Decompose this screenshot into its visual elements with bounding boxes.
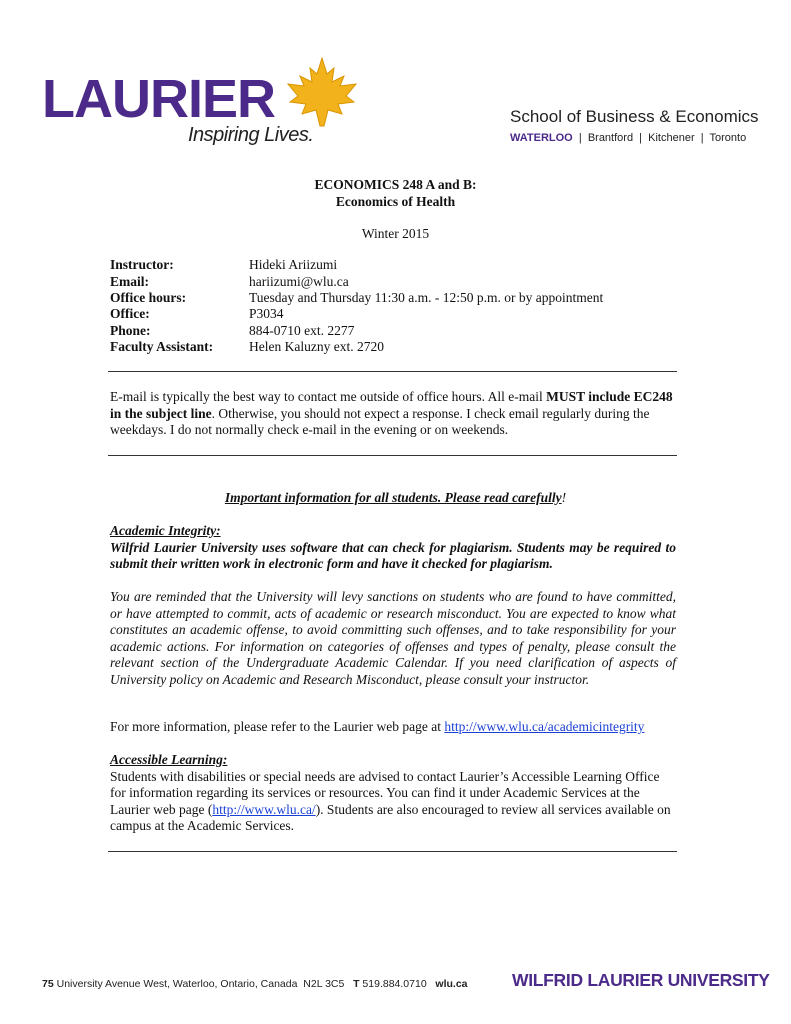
divider [108, 371, 677, 372]
divider [108, 851, 677, 852]
integrity-more-info [110, 719, 676, 736]
footer-phone: 519.884.0710 [359, 978, 436, 990]
accessible-text-2: ). Students are also encouraged to review all services available on campus at the Academic Services. [110, 801, 671, 833]
tagline: Inspiring Lives. [188, 124, 314, 146]
footer-university-name: WILFRID LAURIER UNIVERSITY [512, 970, 770, 990]
important-notice [0, 490, 791, 506]
accessible-heading: Accessible Learning: [110, 752, 228, 767]
email-note-text-2: . Otherwise, you should not expect a response. I check email regularly during the weekdays. I do not normally check e-mail in the evening or on weekends. [110, 405, 650, 437]
integrity-section [110, 523, 676, 573]
email-note-emphasis: MUST include EC248 in the subject line [110, 389, 673, 421]
campus-list [510, 132, 746, 144]
info-value: hariizumi@wlu.ca [249, 274, 349, 289]
info-value: 884-0710 ext. 2277 [249, 323, 355, 338]
accessible-text [110, 769, 676, 835]
accessible-section [110, 752, 676, 835]
course-code: ECONOMICS 248 A and B: [314, 177, 477, 192]
school-name: School of Business & Economics [510, 107, 759, 126]
footer-street-number: 75 [42, 978, 54, 990]
info-label: Instructor: [110, 257, 174, 272]
integrity-sanctions [110, 589, 676, 688]
email-note [110, 389, 676, 439]
campus-others: | Brantford | Kitchener | Toronto [572, 132, 747, 144]
integrity-heading: Academic Integrity: [110, 523, 221, 538]
academic-integrity-link[interactable]: http://www.wlu.ca/academicintegrity [444, 719, 645, 734]
course-term: Winter 2015 [361, 226, 430, 241]
info-value: Hideki Ariizumi [249, 257, 338, 272]
info-value: P3034 [249, 306, 284, 321]
integrity-more-text: For more information, please refer to the Laurier web page at [110, 719, 445, 734]
footer-street: University Avenue West, Waterloo, Ontario, Canada N2L 3C5 [53, 978, 354, 990]
divider [108, 455, 677, 456]
maple-leaf-icon [282, 56, 362, 133]
footer-address [42, 978, 468, 990]
info-value: Helen Kaluzny ext. 2720 [249, 339, 384, 354]
campus-main: WATERLOO [510, 132, 573, 144]
footer-site: wlu.ca [435, 978, 468, 990]
laurier-logo-wordmark: LAURIER [42, 69, 275, 129]
accessible-text-1: Students with disabilities or special needs are advised to contact Laurier’s Accessible Learning Office for information regarding its services or resources. You can find it under Academic Services at the Laurier web page ( [110, 768, 660, 817]
info-label: Office hours: [110, 290, 187, 305]
email-note-text: E-mail is typically the best way to contact me outside of office hours. All e-mail [110, 389, 547, 404]
info-label: Office: [110, 306, 150, 321]
important-notice-text: Important information for all students. Please read carefully [224, 490, 562, 505]
integrity-software-note: Wilfrid Laurier University uses software that can check for plagiarism. Students may be required to submit their written work in electronic form and have it checked for plagiarism. [110, 539, 676, 571]
integrity-sanctions-text: You are reminded that the University will levy sanctions on students who are found to have committed, or have attempted to commit, acts of academic or research misconduct. You are expected to know what constitutes an academic offense, to avoid committing such offenses, and to take responsibility for your academic actions. For information on categories of offenses and types of penalty, please consult the relevant section of the Undergraduate Academic Calendar. If you need clarification of aspects of University policy on Academic and Research Misconduct, please consult your instructor. [110, 589, 676, 687]
footer-phone-label: T [353, 978, 360, 990]
info-label: Faculty Assistant: [110, 339, 214, 354]
important-notice-suffix: ! [561, 490, 567, 505]
info-label: Phone: [110, 323, 151, 338]
course-title: Economics of Health [335, 194, 456, 209]
info-label: Email: [110, 274, 149, 289]
wlu-link[interactable]: http://www.wlu.ca/ [212, 801, 316, 817]
info-value: Tuesday and Thursday 11:30 a.m. - 12:50 p.m. or by appointment [249, 290, 604, 305]
